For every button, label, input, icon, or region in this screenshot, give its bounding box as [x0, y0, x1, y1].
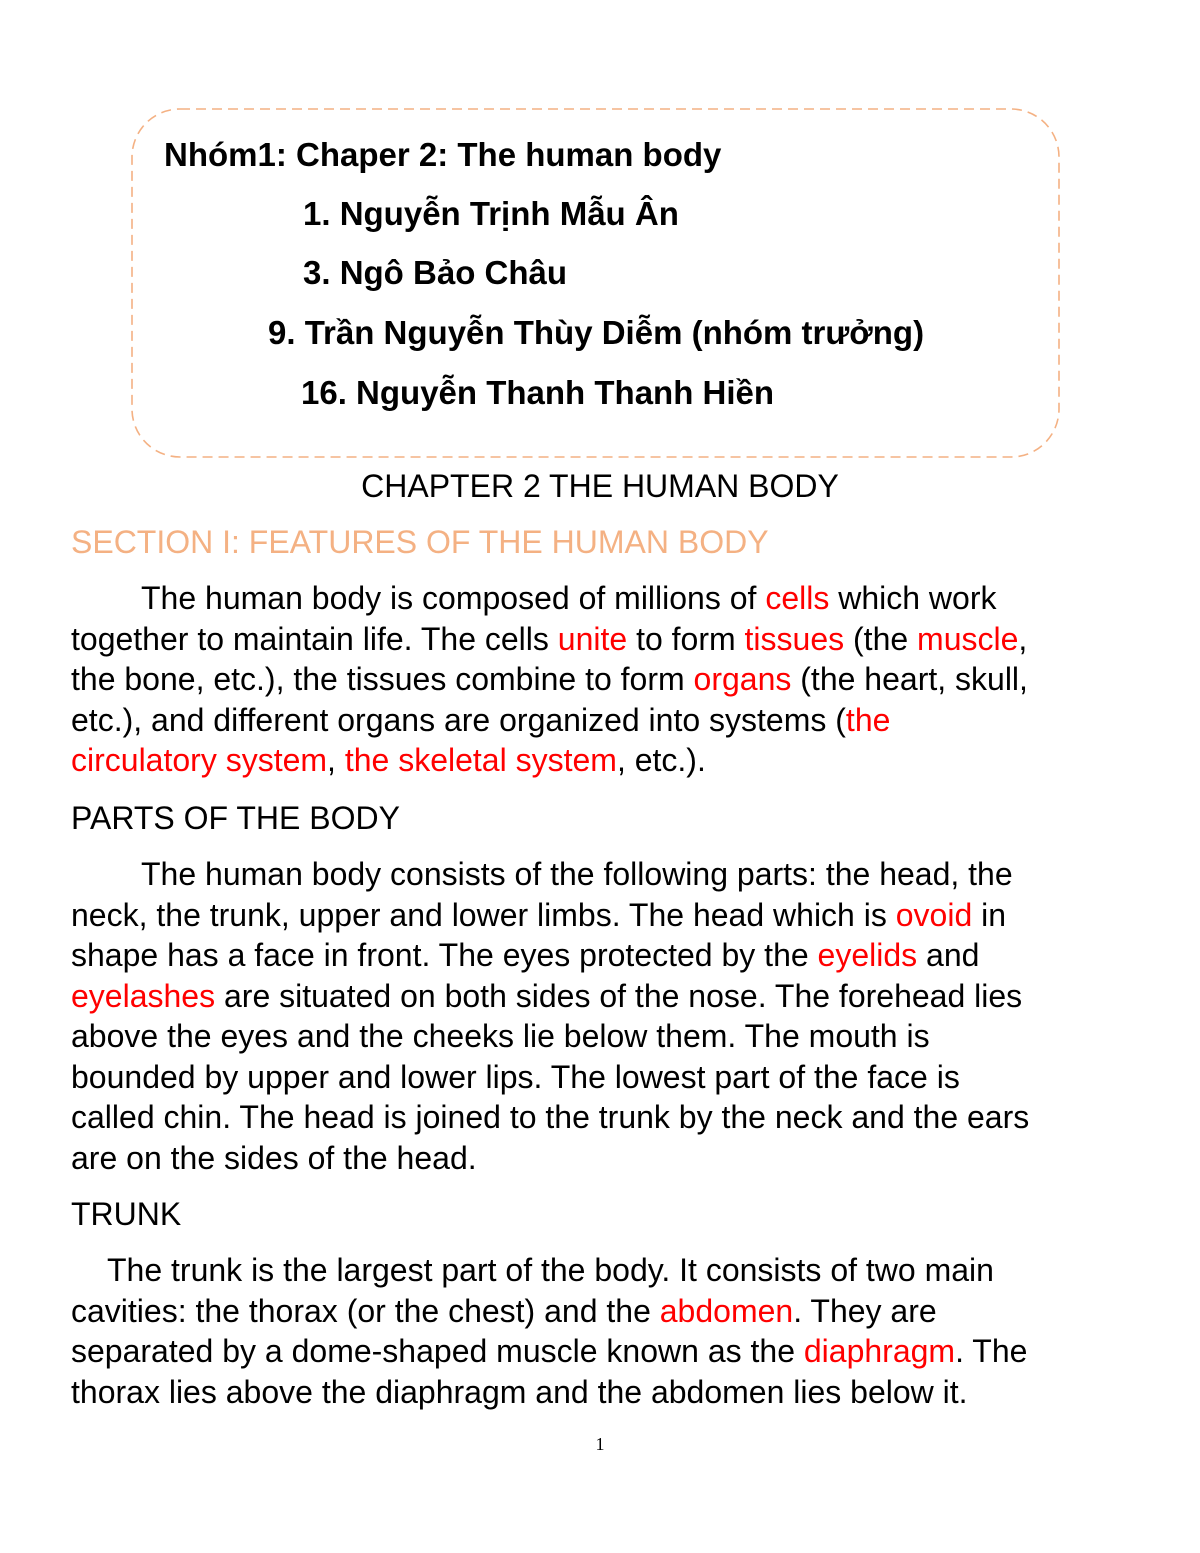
paragraph-trunk [71, 1250, 1141, 1412]
highlight-term: tissues [744, 620, 845, 657]
heading-trunk: TRUNK [71, 1196, 182, 1232]
highlight-term: muscle [917, 620, 1019, 657]
section-title: SECTION I: FEATURES OF THE HUMAN BODY [71, 524, 769, 560]
highlight-term: eyelashes [71, 977, 216, 1014]
text-line: together to maintain life. The cells unite to form tissues (the muscle, [71, 620, 1028, 657]
group-member-1: 1. Nguyễn Trịnh Mẫu Ân [303, 195, 679, 232]
text-line: separated by a dome-shaped muscle known as the diaphragm. The [71, 1333, 1028, 1369]
text-line: The human body consists of the following parts: the head, the [141, 856, 1013, 892]
text-line: the bone, etc.), the tissues combine to form organs (the heart, skull, [71, 661, 1028, 697]
group-member-4: 16. Nguyễn Thanh Thanh Hiền [301, 374, 775, 411]
text-line: circulatory system, the skeletal system, etc.). [71, 742, 706, 778]
text-line: eyelashes are situated on both sides of the nose. The forehead lies [71, 977, 1023, 1014]
highlight-term: ovoid [895, 896, 973, 933]
highlight-term: circulatory system [71, 742, 328, 778]
paragraph-features [71, 578, 1141, 781]
paragraph-parts [71, 854, 1141, 1178]
highlight-term: the skeletal system [344, 742, 617, 778]
text-line: neck, the trunk, upper and lower limbs. The head which is ovoid in [71, 896, 1007, 933]
heading-parts-of-body: PARTS OF THE BODY [71, 800, 400, 836]
text-line: etc.), and different organs are organized into systems (the [71, 701, 891, 738]
text-line: above the eyes and the cheeks lie below them. The mouth is [71, 1018, 930, 1054]
group-title: Nhóm1: Chaper 2: The human body [164, 136, 722, 173]
group-member-2: 3. Ngô Bảo Châu [303, 254, 568, 291]
text-line: bounded by upper and lower lips. The lowest part of the face is [71, 1058, 960, 1095]
text-line: thorax lies above the diaphragm and the abdomen lies below it. [71, 1373, 968, 1410]
group-members-box [131, 108, 1060, 458]
text-line: shape has a face in front. The eyes protected by the eyelids and [71, 937, 980, 973]
highlight-term: eyelids [817, 937, 918, 973]
text-line: called chin. The head is joined to the trunk by the neck and the ears [71, 1099, 1030, 1135]
text-line: are on the sides of the head. [71, 1139, 477, 1176]
highlight-term: diaphragm [803, 1333, 956, 1369]
text-line: cavities: the thorax (or the chest) and the abdomen. They are [71, 1292, 937, 1329]
text-line: The trunk is the largest part of the body. It consists of two main [107, 1252, 994, 1288]
chapter-title: CHAPTER 2 THE HUMAN BODY [361, 468, 839, 504]
highlight-term: organs [693, 661, 792, 697]
highlight-term: abdomen [659, 1292, 794, 1329]
group-member-3: 9. Trần Nguyễn Thùy Diễm (nhóm trưởng) [268, 314, 925, 351]
highlight-term: unite [557, 620, 628, 657]
highlight-term: cells [765, 580, 830, 616]
text-line: The human body is composed of millions of cells which work [141, 580, 997, 616]
highlight-term: the [845, 701, 891, 738]
page-number: 1 [595, 1434, 605, 1454]
